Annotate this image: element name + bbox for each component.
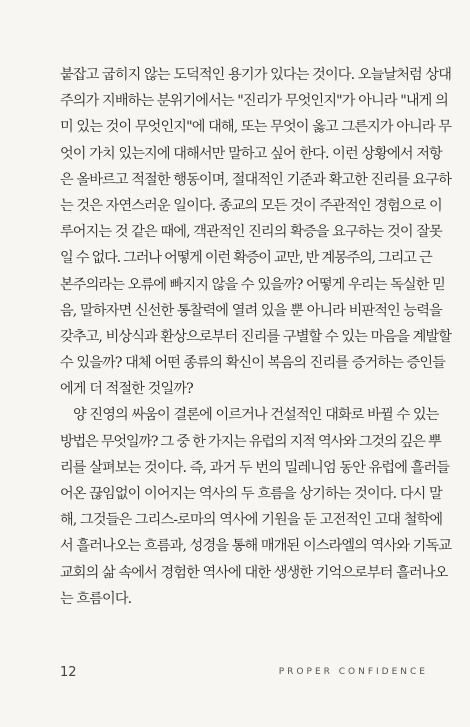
text-line: 루어지는 것 같은 때에, 객관적인 진리의 확증을 요구하는 것이 잘못 <box>60 224 442 241</box>
text-line: 수 있을까? 대체 어떤 종류의 확신이 복음의 진리를 증거하는 증인들 <box>60 355 445 372</box>
paragraph-2 <box>60 402 452 612</box>
text-line: 리를 살펴보는 것이다. 즉, 과거 두 번의 밀레니엄 동안 유럽에 흘러들 <box>60 459 450 476</box>
text-line: 은 올바르고 적절한 행동이며, 절대적인 기준과 확고한 진리를 요구하 <box>60 171 452 188</box>
text-line: 방법은 무엇일까? 그 중 한 가지는 유럽의 지적 역사와 그것의 깊은 뿌 <box>60 433 441 450</box>
text-line: 는 흐름이다. <box>60 590 132 607</box>
text-line: 음, 말하자면 신선한 통찰력에 열려 있을 뿐 아니라 비판적인 능력을 <box>60 302 442 319</box>
paragraph-1 <box>60 62 452 402</box>
running-head: PROPER CONFIDENCE <box>278 667 428 677</box>
text-line: 교회의 삶 속에서 경험한 역사에 대한 생생한 기억으로부터 흘러나오 <box>60 564 448 581</box>
text-line: 양 진영의 싸움이 결론에 이르거나 건설적인 대화로 바뀔 수 있는 <box>73 407 439 424</box>
text-line: 서 흘러나오는 흐름과, 성경을 통해 매개된 이스라엘의 역사와 기독교 <box>60 538 452 555</box>
text-line: 엇이 가치 있는지에 대해서만 말하고 싶어 한다. 이런 상황에서 저항 <box>60 145 442 162</box>
text-line: 어온 끊임없이 이어지는 역사의 두 흐름을 상기하는 것이다. 다시 말 <box>60 486 442 502</box>
text-line: 갖추고, 비상식과 환상으로부터 진리를 구별할 수 있는 마음을 계발할 <box>60 328 452 345</box>
page-number: 12 <box>60 665 77 680</box>
text-line: 본주의라는 오류에 빠지지 않을 수 있을까? 어떻게 우리는 독실한 믿 <box>60 276 445 293</box>
body-text <box>60 62 452 612</box>
text-line: 에게 더 적절한 것일까? <box>60 381 193 398</box>
page-footer <box>60 665 428 683</box>
text-line: 는 것은 자연스러운 일이다. 종교의 모든 것이 주관적인 경험으로 이 <box>60 197 442 214</box>
text-line: 일 수 없다. 그러나 어떻게 이런 확증이 교만, 반 계몽주의, 그리고 근 <box>60 250 432 267</box>
text-line: 주의가 지배하는 분위기에서는 "진리가 무엇인지"가 아니라 "내게 의 <box>60 93 448 110</box>
text-line: 미 있는 것이 무엇인지"에 대해, 또는 무엇이 옳고 그른지가 아니라 무 <box>60 119 452 136</box>
text-line: 붙잡고 굽히지 않는 도덕적인 용기가 있다는 것이다. 오늘날처럼 상대 <box>60 67 452 83</box>
text-line: 해, 그것들은 그리스-로마의 역사에 기원을 둔 고전적인 고대 철학에 <box>60 512 443 529</box>
